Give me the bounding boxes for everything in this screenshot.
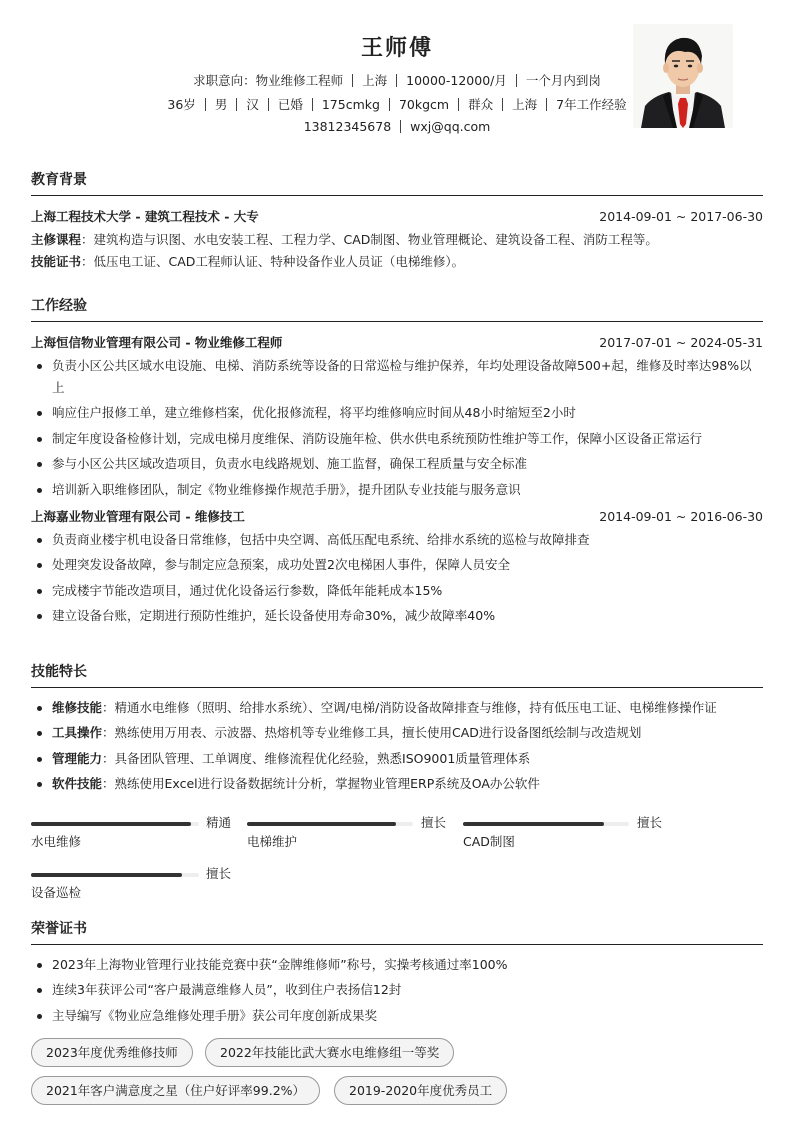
experience-years: 7年工作经验 <box>556 97 627 112</box>
school-degree: 上海工程技术大学 - 建筑工程技术 - 大专 <box>31 209 259 224</box>
skills-section <box>31 664 763 799</box>
major-courses <box>31 229 763 251</box>
skill-bar-fill <box>247 822 396 826</box>
section-title-education: 教育背景 <box>31 172 763 196</box>
education-entry <box>31 204 763 273</box>
skill-bar-fill <box>31 873 182 877</box>
section-title-skills: 技能特长 <box>31 664 763 688</box>
skill-text: ：具备团队管理、工单调度、维修流程优化经验，熟悉ISO9001质量管理体系 <box>102 750 531 766</box>
skill-bar-track <box>463 822 629 826</box>
age: 36岁 <box>167 97 196 112</box>
list-item <box>31 722 763 744</box>
skill-bar-fill <box>463 822 604 826</box>
skill-name: 水电维修 <box>31 834 82 849</box>
height: 175cmkg <box>321 97 380 112</box>
email-address: wxj@qq.com <box>410 119 491 134</box>
skill-label: 维修技能 <box>52 700 103 715</box>
work-date: 2017-07-01 ~ 2024-05-31 <box>599 335 763 350</box>
avatar <box>633 24 733 128</box>
work-entry <box>31 504 763 627</box>
divider <box>546 98 547 111</box>
education-entry-header <box>31 204 763 229</box>
section-title-honors: 荣誉证书 <box>31 921 763 945</box>
list-item: 负责商业楼宇机电设备日常维修，包括中央空调、高低压配电系统、给排水系统的巡检与故障排查 <box>31 529 763 551</box>
list-item: 响应住户报修工单，建立维修档案，优化报修流程，将平均维修响应时间从48小时缩短至2小时 <box>31 402 763 424</box>
political-status: 群众 <box>468 97 494 112</box>
skill-name: 设备巡检 <box>31 885 82 900</box>
skill-level: 擅长 <box>637 815 663 830</box>
section-title-work: 工作经验 <box>31 298 763 322</box>
skill-text: ：熟练使用Excel进行设备数据统计分析，掌握物业管理ERP系统及OA办公软件 <box>102 776 540 792</box>
skill-bar <box>31 867 231 912</box>
skill-bar <box>463 816 663 861</box>
list-item: 负责小区公共区域水电设施、电梯、消防系统等设备的日常巡检与维护保养，年均处理设备故障500+起，维修及时率达98%以上 <box>31 355 763 399</box>
weight: 70kgcm <box>398 97 450 112</box>
phone-number: 13812345678 <box>303 119 392 134</box>
divider <box>458 98 459 111</box>
work-entry-header <box>31 330 763 355</box>
education-section <box>31 172 763 273</box>
skill-bar <box>247 816 447 861</box>
skill-bar-track <box>31 873 199 877</box>
list-item: 主导编写《物业应急维修处理手册》获公司年度创新成果奖 <box>31 1005 763 1027</box>
company-position: 上海恒信物业管理有限公司 - 物业维修工程师 <box>31 335 283 350</box>
skill-bar-fill <box>31 822 191 826</box>
work-section <box>31 298 763 631</box>
list-item <box>31 697 763 719</box>
list-item: 完成楼宇节能改造项目，通过优化设备运行参数，降低年能耗成本15% <box>31 580 763 602</box>
gender: 男 <box>214 97 228 112</box>
work-date: 2014-09-01 ~ 2016-06-30 <box>599 508 763 524</box>
skill-label: 工具操作 <box>52 725 103 741</box>
job-intent: 求职意向：物业维修工程师 <box>193 73 344 88</box>
honors-bullets <box>31 954 763 1027</box>
skill-level: 擅长 <box>206 866 232 881</box>
divider <box>205 98 206 111</box>
divider <box>516 74 517 87</box>
major-courses-label: 主修课程 <box>31 232 82 247</box>
work-bullets <box>31 355 763 501</box>
list-item: 参与小区公共区域改造项目，负责水电线路规划、施工监督，确保工程质量与安全标准 <box>31 453 763 475</box>
list-item: 建立设备台账，定期进行预防性维护，延长设备使用寿命30%，减少故障率40% <box>31 605 763 627</box>
education-date: 2014-09-01 ~ 2017-06-30 <box>599 209 763 224</box>
work-bullets <box>31 529 763 627</box>
skill-bar <box>31 816 231 861</box>
skill-level: 擅长 <box>421 815 447 830</box>
avatar-photo-icon <box>633 24 733 128</box>
honor-tag: 2022年技能比武大赛水电维修组一等奖 <box>205 1038 454 1067</box>
list-item <box>31 773 763 795</box>
certificates <box>31 251 763 273</box>
skill-label: 管理能力 <box>52 750 103 766</box>
list-item: 连续3年获评公司“客户最满意维修人员”，收到住户表扬信12封 <box>31 979 763 1001</box>
work-entry-header <box>31 504 763 529</box>
ethnicity: 汉 <box>246 97 259 112</box>
divider <box>502 98 503 111</box>
skill-name: CAD制图 <box>463 834 515 849</box>
skill-text: ：精通水电维修（照明、给排水系统）、空调/电梯/消防设备故障排查与维修，持有低压电工证、电梯维修操作证 <box>102 700 717 715</box>
intent-city: 上海 <box>362 73 388 88</box>
skill-name: 电梯维护 <box>247 834 298 849</box>
resume-header <box>31 0 763 160</box>
work-entry <box>31 330 763 501</box>
certificates-label: 技能证书 <box>31 254 82 269</box>
divider <box>400 120 401 133</box>
list-item <box>31 748 763 770</box>
divider <box>312 98 313 111</box>
expected-salary: 10000-12000/月 <box>406 73 507 88</box>
divider <box>236 98 237 111</box>
list-item: 处理突发设备故障，参与制定应急预案，成功处置2次电梯困人事件，保障人员安全 <box>31 554 763 576</box>
skills-bullets <box>31 697 763 795</box>
availability: 一个月内到岗 <box>525 73 601 88</box>
candidate-name: 王师傅 <box>360 36 433 61</box>
honors-section <box>31 921 763 1030</box>
honor-tag: 2019-2020年度优秀员工 <box>334 1076 507 1105</box>
honor-tag: 2021年客户满意度之星（住户好评率99.2%） <box>31 1076 320 1105</box>
location: 上海 <box>512 97 538 112</box>
divider <box>268 98 269 111</box>
major-courses-text: ：建筑构造与识图、水电安装工程、工程力学、CAD制图、物业管理概论、建筑设备工程、消防工程等。 <box>81 232 658 247</box>
list-item: 制定年度设备检修计划，完成电梯月度维保、消防设施年检、供水供电系统预防性维护等工作，保障小区设备正常运行 <box>31 428 763 450</box>
certificates-text: ：低压电工证、CAD工程师认证、特种设备作业人员证（电梯维修）。 <box>81 254 465 269</box>
marital-status: 已婚 <box>277 97 303 112</box>
skill-level: 精通 <box>206 815 232 830</box>
skill-bar-track <box>31 822 199 826</box>
skill-bar-track <box>247 822 413 826</box>
list-item: 培训新入职维修团队，制定《物业维修操作规范手册》，提升团队专业技能与服务意识 <box>31 479 763 501</box>
divider <box>396 74 397 87</box>
company-position: 上海嘉业物业管理有限公司 - 维修技工 <box>31 508 245 524</box>
skill-label: 软件技能 <box>52 776 103 792</box>
skill-text: ：熟练使用万用表、示波器、热熔机等专业维修工具，擅长使用CAD进行设备图纸绘制与改造规划 <box>102 725 642 741</box>
honor-tag: 2023年度优秀维修技师 <box>31 1038 193 1067</box>
list-item: 2023年上海物业管理行业技能竞赛中获“金牌维修师”称号，实操考核通过率100% <box>31 954 763 976</box>
divider <box>352 74 353 87</box>
divider <box>389 98 390 111</box>
